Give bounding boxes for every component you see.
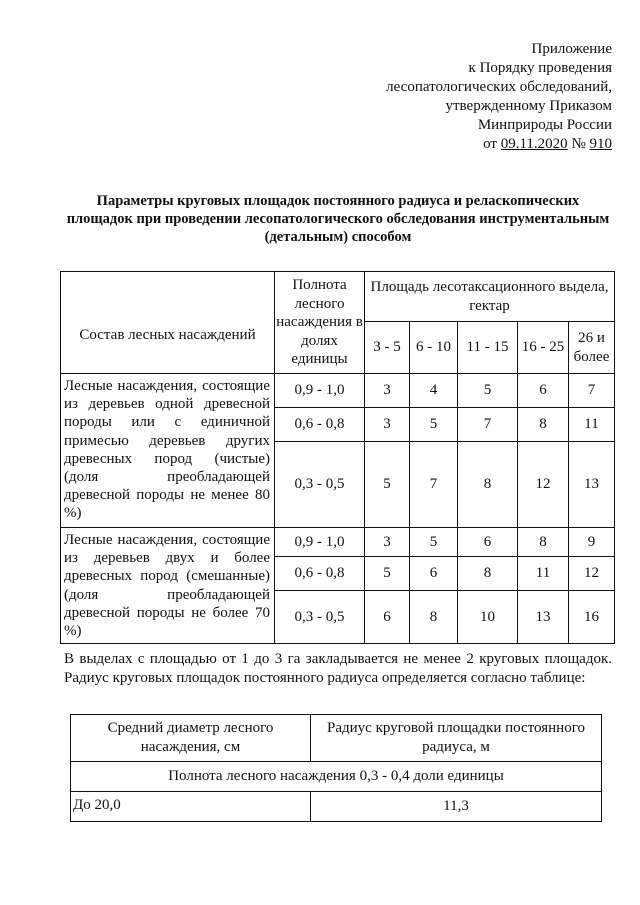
plots-parameters-table [60, 271, 615, 644]
diameter-cell: До 20,0 [71, 792, 311, 822]
value-cell: 3 [365, 408, 410, 442]
value-cell: 8 [458, 442, 518, 528]
value-cell: 7 [410, 442, 458, 528]
value-cell: 10 [458, 591, 518, 644]
header-area-col: 26 и более [569, 322, 615, 374]
value-cell: 5 [410, 528, 458, 557]
header-composition: Состав лесных насаждений [61, 272, 275, 374]
value-cell: 8 [518, 528, 569, 557]
header-area-col: 3 - 5 [365, 322, 410, 374]
appendix-line: утвержденному Приказом [445, 98, 612, 114]
appendix-line: к Порядку проведения [468, 60, 612, 76]
value-cell: 5 [410, 408, 458, 442]
value-cell: 11 [518, 557, 569, 591]
value-cell: 16 [569, 591, 615, 644]
header-diameter: Средний диаметр лесного насаждения, см [71, 715, 311, 762]
document-title: Параметры круговых площадок постоянного радиуса и реласкопических площадок при проведении лесопатологического обследования инструментальным (детальным) способом [66, 193, 610, 245]
value-cell: 4 [410, 374, 458, 408]
header-area: Площадь лесотаксационного выдела, гектар [365, 272, 615, 322]
stand-description: Лесные насаждения, состоящие из деревьев одной древесной породы или с единичной примесью деревьев других древесных пород (чистые) (доля преобладающей древесной породы не менее 80 %) [61, 374, 275, 528]
stand-description: Лесные насаждения, состоящие из деревьев двух и более древесных пород (смешанные) (доля преобладающей древесной породы не более 70 %) [61, 528, 275, 644]
table-row [71, 792, 602, 822]
value-cell: 8 [410, 591, 458, 644]
value-cell: 6 [458, 528, 518, 557]
value-cell: 7 [569, 374, 615, 408]
note-paragraph: В выделах с площадью от 1 до 3 га закладывается не менее 2 круговых площадок. Радиус круговых площадок постоянного радиуса определяется согласно таблице: [64, 651, 612, 686]
value-cell: 5 [365, 557, 410, 591]
value-cell: 6 [365, 591, 410, 644]
header-area-col: 16 - 25 [518, 322, 569, 374]
value-cell: 8 [518, 408, 569, 442]
table-row [61, 528, 615, 557]
value-cell: 13 [518, 591, 569, 644]
appendix-block [386, 40, 612, 154]
density-cell: 0,3 - 0,5 [275, 591, 365, 644]
value-cell: 5 [365, 442, 410, 528]
value-cell: 3 [365, 374, 410, 408]
date-prefix: от [483, 136, 501, 152]
value-cell: 12 [569, 557, 615, 591]
value-cell: 12 [518, 442, 569, 528]
value-cell: 13 [569, 442, 615, 528]
density-cell: 0,6 - 0,8 [275, 557, 365, 591]
header-density: Полнота лесного насаждения в долях единицы [275, 272, 365, 374]
density-cell: 0,6 - 0,8 [275, 408, 365, 442]
appendix-line: Приложение [531, 41, 612, 57]
appendix-line: Минприроды России [477, 117, 612, 133]
appendix-order-line [386, 135, 612, 154]
order-number: 910 [589, 136, 612, 152]
value-cell: 6 [410, 557, 458, 591]
density-cell: 0,9 - 1,0 [275, 528, 365, 557]
header-area-col: 6 - 10 [410, 322, 458, 374]
value-cell: 6 [518, 374, 569, 408]
section-title: Полнота лесного насаждения 0,3 - 0,4 доли единицы [71, 762, 602, 792]
header-area-col: 11 - 15 [458, 322, 518, 374]
radius-cell: 11,3 [311, 792, 602, 822]
radius-table [70, 714, 602, 822]
value-cell: 3 [365, 528, 410, 557]
table-row [61, 374, 615, 408]
value-cell: 11 [569, 408, 615, 442]
number-prefix: № [567, 136, 590, 152]
density-cell: 0,9 - 1,0 [275, 374, 365, 408]
value-cell: 7 [458, 408, 518, 442]
value-cell: 5 [458, 374, 518, 408]
density-cell: 0,3 - 0,5 [275, 442, 365, 528]
order-date: 09.11.2020 [500, 136, 568, 152]
appendix-line: лесопатологических обследований, [386, 79, 612, 95]
value-cell: 9 [569, 528, 615, 557]
value-cell: 8 [458, 557, 518, 591]
header-radius: Радиус круговой площадки постоянного радиуса, м [311, 715, 602, 762]
